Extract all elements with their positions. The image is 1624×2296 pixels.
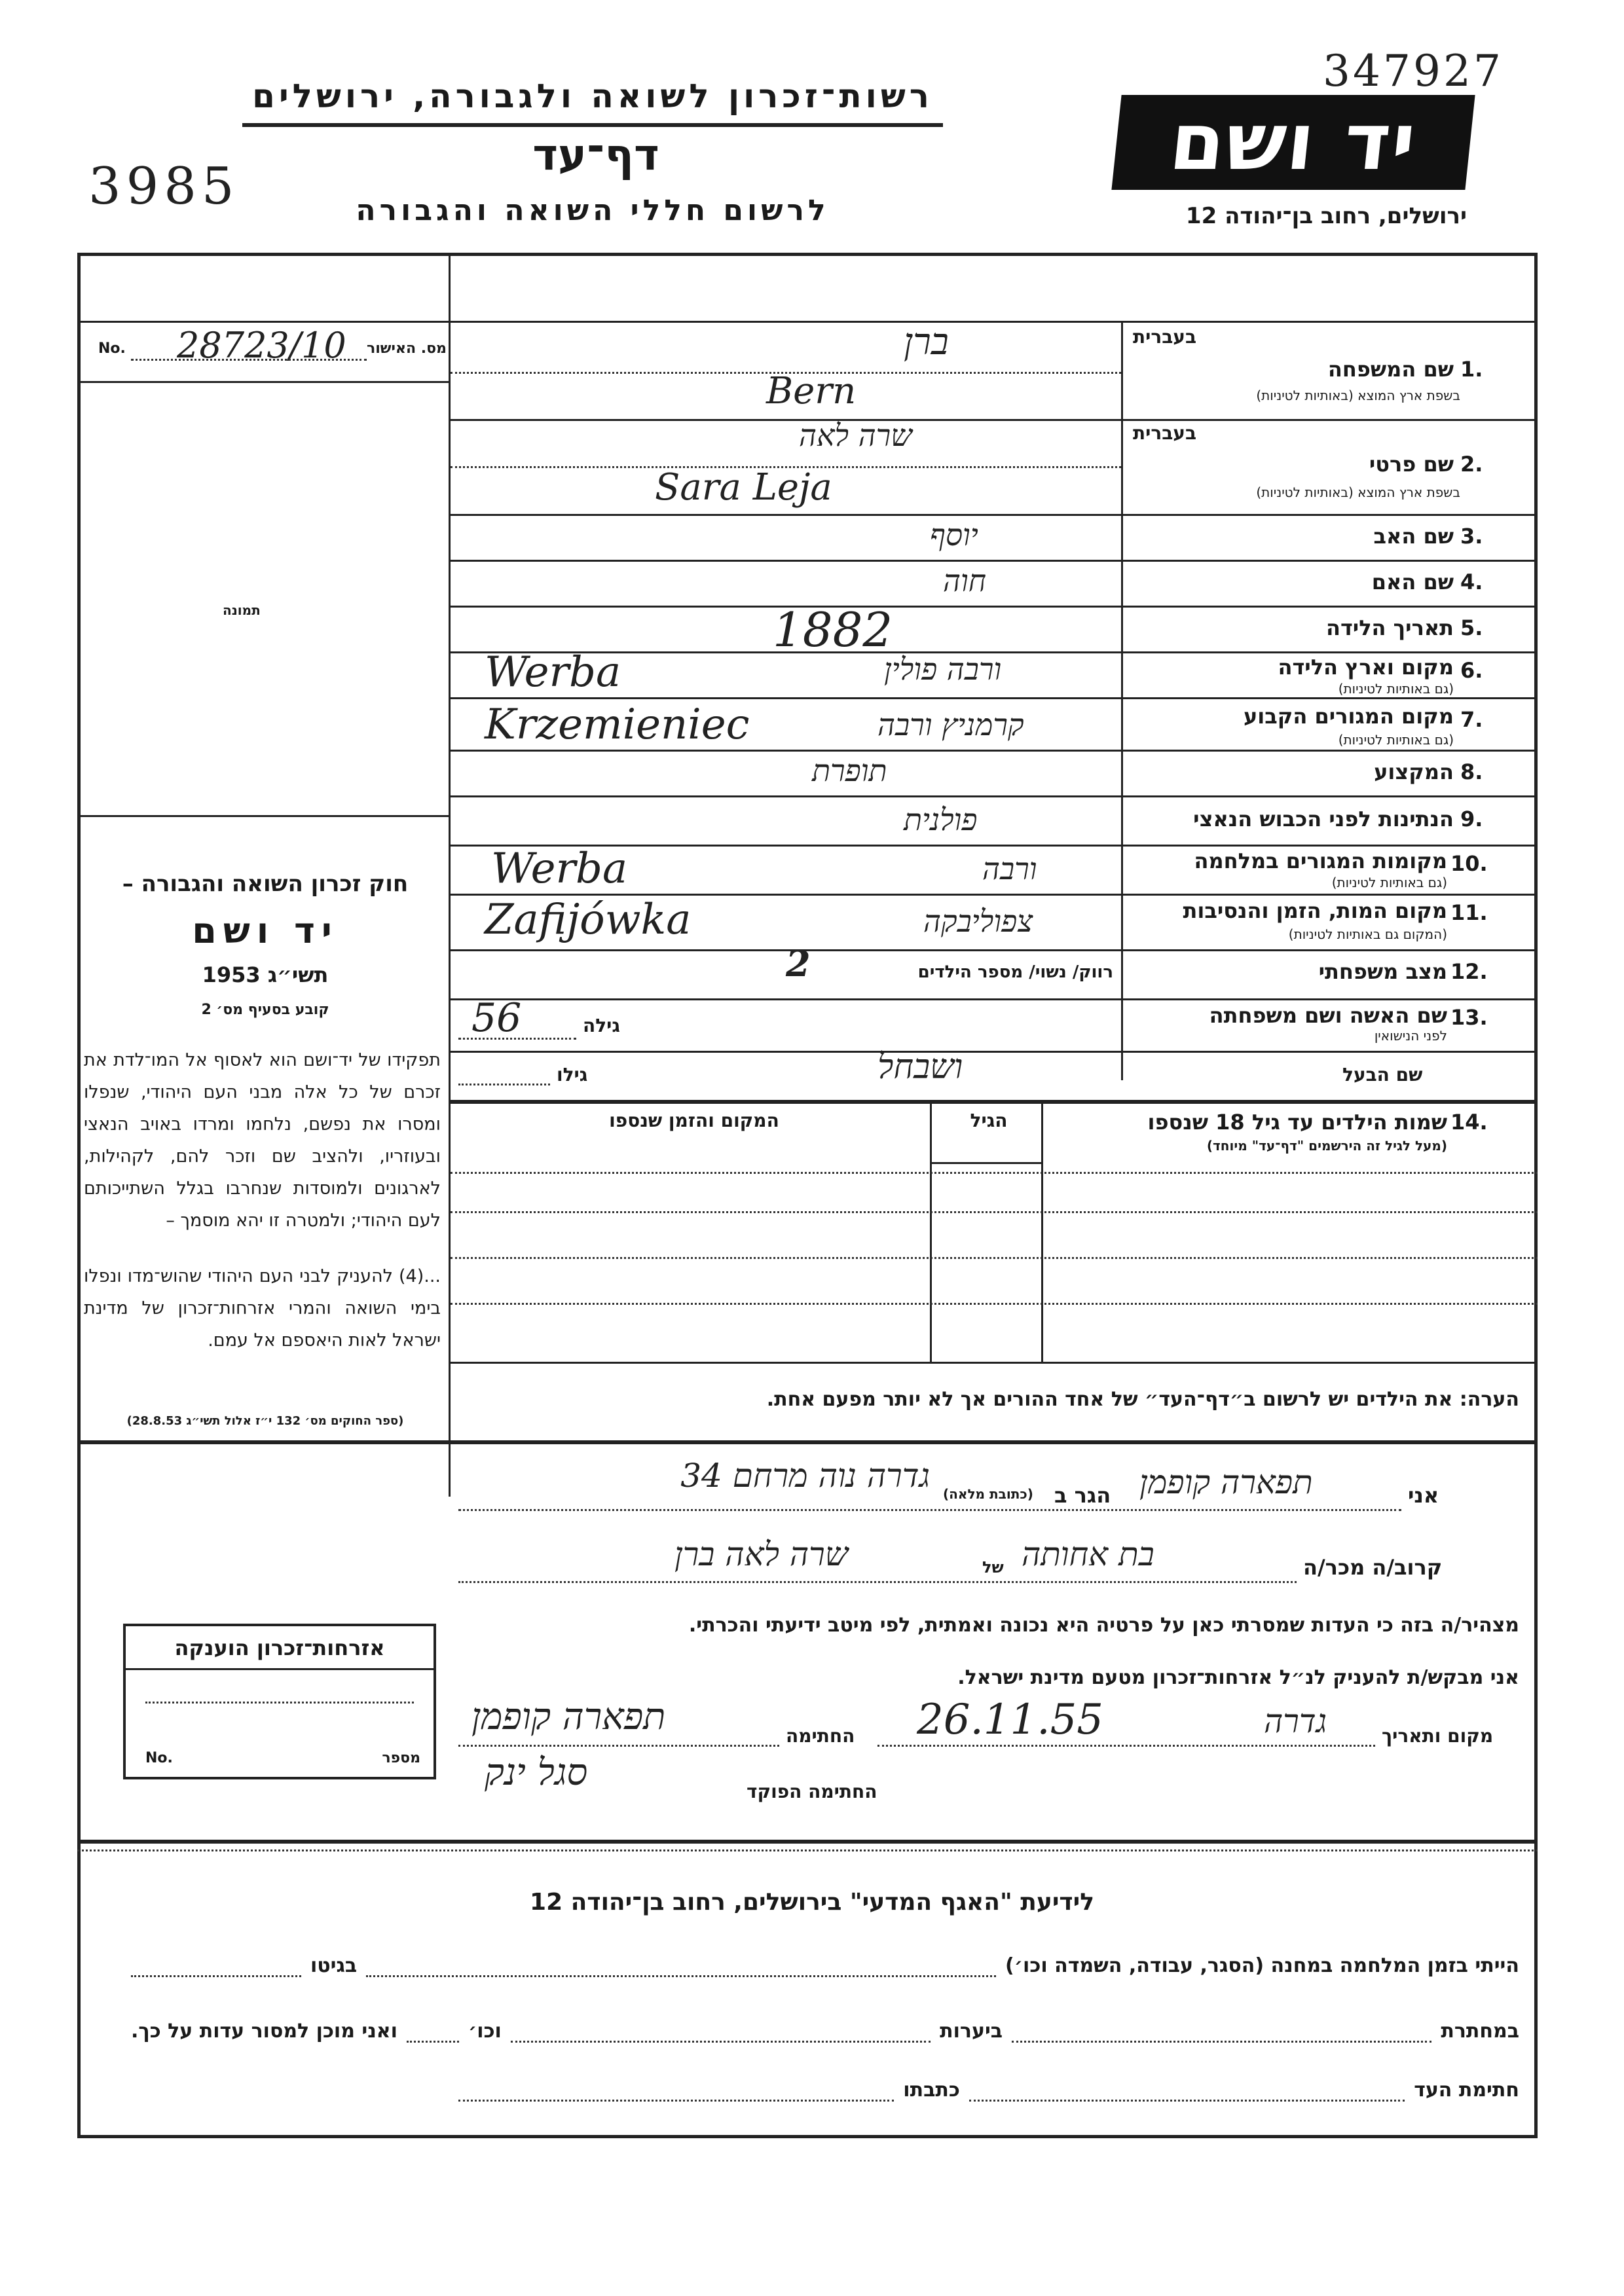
field-11-label: מקום המות, הזמן והנסיבות	[1183, 898, 1447, 923]
field-7-sub: (גם באותיות לטיניות)	[1338, 732, 1454, 748]
children-bottom-rule	[451, 1362, 1538, 1364]
field-5-value: 1882	[773, 602, 893, 657]
field-1-value-latin: Bern	[766, 370, 857, 412]
husband-age-rule	[458, 1084, 550, 1085]
row-rule	[451, 697, 1538, 699]
field-6-number: 6.	[1460, 658, 1483, 683]
field-4-value: חוה	[943, 563, 986, 598]
children-row-rule	[451, 1303, 1538, 1305]
field-8-value: תופרת	[812, 753, 887, 788]
children-note: הערה: את הילדים יש לרשום ב״דף־העד״ של אחד ההורים אך לא יותר מפעם אחת.	[766, 1388, 1519, 1411]
field-13-number: 13.	[1450, 1005, 1488, 1030]
field-2-value-hebrew: שרה לאה	[799, 418, 912, 453]
field-8-label: המקצוע	[1374, 759, 1454, 784]
memorial-citizenship-no-label: No.	[145, 1750, 173, 1766]
footer-etc-label: וכו׳	[468, 2020, 502, 2043]
field-4-number: 4.	[1460, 570, 1483, 594]
footer-ghetto-label: בגיטו	[310, 1954, 358, 1977]
row-rule-heavy	[451, 1100, 1538, 1104]
law-year	[98, 962, 432, 987]
field-13-age-value: 56	[471, 995, 522, 1041]
left-column-divider	[449, 253, 451, 1497]
signature-value: תפארה קופמן	[471, 1696, 666, 1738]
field-11-sub: (המקום גם באותיות לטיניות)	[1288, 926, 1447, 942]
label-column-divider	[1121, 321, 1123, 1080]
field-1-number: 1.	[1460, 357, 1483, 382]
cut-line	[77, 1850, 1538, 1851]
declaration-line-1	[458, 1509, 1401, 1511]
approval-no-prefix: No.	[98, 340, 126, 357]
field-12-number: 12.	[1450, 959, 1488, 984]
field-13-label: שם האשה ושם משפחתה	[1209, 1003, 1447, 1028]
field-12-sub: רווק/ נשוי/ מספר הילדים	[917, 962, 1113, 982]
footer-testimony-label: ואני מוכן למסור עדות על כך.	[131, 2020, 397, 2043]
place-value: גדרה	[1264, 1702, 1327, 1740]
full-address-label: (כתובת מלאה)	[943, 1486, 1033, 1502]
signature-label: החתימה	[786, 1725, 855, 1747]
row-rule	[451, 750, 1538, 752]
row-rule	[451, 998, 1538, 1000]
row-rule	[451, 560, 1538, 562]
relation-value: בת אחותה	[1022, 1535, 1154, 1573]
footer-line-1	[131, 1954, 1519, 1977]
field-10-sub: (גם באותיות לטיניות)	[1331, 875, 1447, 890]
field-3-number: 3.	[1460, 524, 1483, 549]
law-year-hebrew: תשי״ג	[267, 962, 329, 987]
institution-title: רשות־זכרון לשואה ולגבורה, ירושלים	[252, 77, 933, 115]
children-place-header: המקום והזמן שנספו	[609, 1110, 779, 1131]
field-5-label: תאריך הלידה	[1325, 615, 1454, 640]
declaration-request: אני מבקש/ת להעניק לנ״ל אזרחות־זכרון מטעם מדינת ישראל.	[957, 1666, 1519, 1689]
field-1-value-hebrew: ברן	[904, 321, 949, 363]
row-rule	[451, 514, 1538, 516]
of-value: שרה לאה ברן	[674, 1535, 849, 1573]
row-rule	[451, 795, 1538, 797]
approval-rule	[131, 359, 367, 361]
approval-label: מס. האישור	[367, 340, 447, 357]
law-year-number: 1953	[202, 962, 261, 987]
field-7-value-hebrew: קרמניץ ורבה	[877, 707, 1024, 742]
field-4-label: שם האם	[1371, 570, 1454, 594]
field-13-sub: לפני הנישואין	[1374, 1028, 1447, 1044]
footer-forests-label: ביערות	[940, 2020, 1003, 2043]
husband-label: שם הבעל	[1342, 1064, 1423, 1085]
declaration-statement: מצהיר/ה בזה כי העדות שמסרתי כאן על פרטיה היא נכונה ואמתית, לפי מיטב ידיעתי והכרתי.	[688, 1614, 1519, 1637]
field-1-sub: בשפת ארץ המוצא (באותיות לטיניות)	[1256, 388, 1460, 403]
field-9-label: הנתינות לפני הכבוש הנאצי	[1193, 807, 1454, 831]
row-rule	[451, 949, 1538, 951]
declaration-line-2	[458, 1581, 1297, 1583]
date-rule	[877, 1745, 1375, 1747]
row-rule	[451, 419, 1538, 421]
field-8-number: 8.	[1460, 759, 1483, 784]
field-1-lang-tag: בעברית	[1133, 326, 1197, 348]
top-row-rule	[77, 321, 1538, 323]
husband-age-label: גילו	[557, 1064, 588, 1085]
field-14-number: 14.	[1450, 1110, 1488, 1135]
field-9-number: 9.	[1460, 807, 1483, 831]
of-label: של	[982, 1558, 1004, 1576]
field-5-number: 5.	[1460, 615, 1483, 640]
date-value: 26.11.55	[917, 1696, 1103, 1744]
field-7-number: 7.	[1460, 707, 1483, 732]
footer-line-3	[458, 2079, 1519, 2102]
field-2-sub: בשפת ארץ המוצא (באותיות לטיניות)	[1256, 484, 1460, 500]
children-age-header: הגיל	[970, 1110, 1008, 1131]
address-value: גדרה נוה מרחם 34	[680, 1457, 930, 1495]
place-date-label: מקום ותאריך	[1382, 1725, 1494, 1747]
field-6-label: מקום וארץ הלידה	[1278, 655, 1454, 680]
children-col-divider	[1041, 1100, 1043, 1362]
children-header-rule	[930, 1162, 1041, 1164]
law-name: יד ושם	[192, 910, 339, 951]
form-title: דף־עד	[532, 130, 659, 180]
resident-label: הגר ב	[1054, 1483, 1111, 1508]
field-2-lang-tag: בעברית	[1133, 422, 1197, 444]
law-source: (ספר החוקים מס׳ 132 י״ז אלול תשי״ג 28.8.53)	[126, 1414, 404, 1428]
field-13-age-rule	[458, 1038, 576, 1040]
law-title: חוק זכרון השואה והגבורה –	[122, 871, 409, 897]
photo-bottom-rule	[77, 815, 451, 817]
children-col-divider	[930, 1100, 932, 1362]
photo-label: תמונה	[223, 602, 261, 618]
children-row-rule	[451, 1257, 1538, 1259]
field-11-value-hebrew: צפוליבקה	[923, 903, 1033, 939]
archive-number-top: 347927	[1323, 46, 1504, 96]
children-sub: (מעל לגיל זה הירשמים "דף־עד" מיוחד)	[1206, 1138, 1447, 1154]
field-10-value-hebrew: ורבה	[982, 851, 1037, 886]
approval-bottom-rule	[77, 381, 451, 383]
declarant-name: תפארה קופמן	[1139, 1463, 1313, 1501]
children-label: שמות הילדים עד גיל 18 שנספו	[1147, 1110, 1447, 1135]
field-2-number: 2.	[1460, 452, 1483, 477]
officer-label: החתימה הפוקד	[747, 1781, 877, 1802]
declaration-i-label: אני	[1408, 1483, 1439, 1508]
field-10-label: מקומות המגורים במלחמה	[1194, 848, 1447, 873]
field-11-number: 11.	[1450, 900, 1488, 925]
row-rule	[451, 1051, 1538, 1053]
field-10-number: 10.	[1450, 851, 1488, 876]
footer-underground-label: במחתרת	[1441, 2020, 1519, 2043]
field-6-value-hebrew: ורבה פולין	[884, 651, 1002, 687]
row-rule	[451, 606, 1538, 608]
field-3-value: יוסף	[930, 517, 978, 553]
address: ירושלים, רחוב בן־יהודה 12	[1185, 203, 1467, 229]
children-row-rule	[451, 1211, 1538, 1213]
law-clause: קובע בסעיף מס׳ 2	[201, 1002, 329, 1018]
officer-value: סגל ינק	[485, 1751, 588, 1794]
field-9-value: פולנית	[904, 802, 978, 837]
archive-number-left: 3985	[88, 157, 240, 216]
field-2-value-latin: Sara Leja	[655, 466, 832, 509]
field-1-label: שם המשפחה	[1327, 357, 1454, 382]
footer-address-label: כתבתו	[903, 2079, 960, 2102]
header-rule	[242, 123, 943, 127]
footer-camp-label: הייתי בזמן המלחמה במחנה (הסגר, עבודה, השמדה וכו׳)	[1005, 1954, 1519, 1977]
field-6-sub: (גם באותיות לטיניות)	[1338, 681, 1454, 697]
field-3-label: שם האב	[1373, 524, 1454, 549]
field-7-label: מקום המגורים הקבוע	[1243, 704, 1454, 729]
field-7-value-latin: Krzemieniec	[485, 701, 750, 749]
field-6-value-latin: Werba	[485, 648, 621, 697]
form-subtitle: לרשום חללי השואה והגבורה	[356, 194, 830, 227]
husband-value: ושבחל	[877, 1048, 963, 1087]
field-2-label: שם פרטי	[1369, 452, 1454, 477]
field-10-value-latin: Werba	[491, 845, 628, 893]
footer-line-2	[131, 2020, 1519, 2043]
yad-vashem-logo: יד ושם	[1111, 95, 1475, 190]
field-11-value-latin: Zafijówka	[485, 896, 692, 944]
note-bottom-rule	[77, 1440, 1538, 1444]
children-row-rule	[451, 1172, 1538, 1174]
memorial-citizenship-title: אזרחות־זכרון הוענקה	[174, 1635, 385, 1660]
relation-label: קרוב/ה מכר/ה	[1303, 1555, 1443, 1580]
law-text-main: תפקידו של יד־ושם הוא לאסוף אל המו־לדת את זכרם של כל אלה מבני העם היהודי, שנפלו ומסרו את נפשם, נלחמו ומרדו באויב הנאצי ובעוזריו, ולהציב שם וזכר להם, לקהילות, לארגונים ולמוסדות שנחרבו בגלל השתייכותם לעם היהודי; ולמטרה זו יהא מוסמך –	[84, 1050, 441, 1231]
field-12-value: 2	[786, 943, 811, 985]
memorial-citizenship-box	[123, 1624, 436, 1779]
law-text-grant: ...(4) להעניק לבני העם היהודי שהוש־מדו ונפלו בימי השואה והמרי אזרחות־זכרון של מדינת ישראל לאות היאספם אל עמם.	[84, 1266, 441, 1351]
declaration-bottom-rule	[77, 1840, 1538, 1844]
signature-rule	[458, 1745, 779, 1747]
field-13-age-label: גילה	[583, 1015, 620, 1036]
field-12-label: מצב משפחתי	[1318, 959, 1447, 984]
footer-witness-signature-label: חתימת העד	[1414, 2079, 1519, 2102]
memorial-citizenship-number-label: מספר	[382, 1750, 420, 1766]
approval-number: 28723/10	[177, 325, 346, 366]
footer-title: לידיעת "האגף המדעי" בירושלים, רחוב בן־יהודה 12	[530, 1889, 1094, 1916]
